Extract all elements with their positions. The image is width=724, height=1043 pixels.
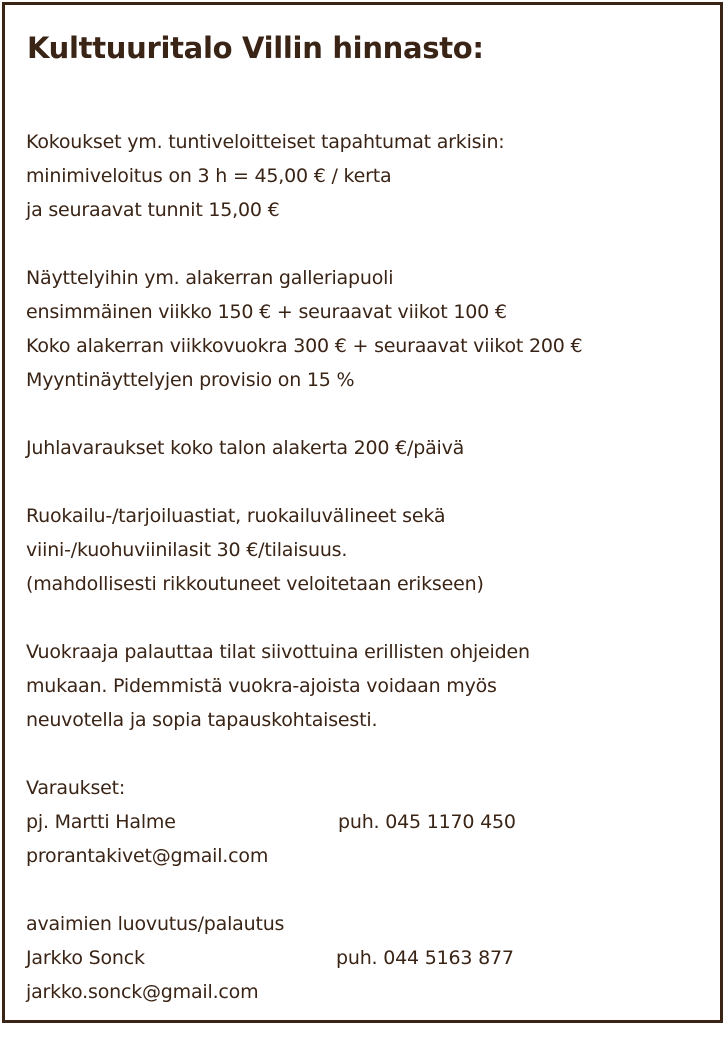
text-line: mukaan. Pidemmistä vuokra-ajoista voidaan myös (26, 675, 497, 697)
text-line: Myyntinäyttelyjen provisio on 15 % (26, 369, 355, 391)
text-line: ensimmäinen viikko 150 € + seuraavat viikot 100 € (26, 301, 507, 323)
text-line: Kokoukset ym. tuntiveloitteiset tapahtumat arkisin: (26, 131, 505, 153)
page-title: Kulttuuritalo Villin hinnasto: (27, 31, 484, 65)
reservations-contact-row (26, 805, 582, 839)
text-line: Koko alakerran viikkovuokra 300 € + seuraavat viikot 200 € (26, 335, 583, 357)
keys-email: jarkko.sonck@gmail.com (26, 981, 259, 1003)
text-line: ja seuraavat tunnit 15,00 € (26, 199, 280, 221)
section-tableware (26, 499, 582, 601)
reservations-heading: Varaukset: (26, 777, 126, 799)
text-line: Ruokailu-/tarjoiluastiat, ruokailuvälineet sekä (26, 505, 446, 527)
text-line: neuvotella ja sopia tapauskohtaisesti. (26, 709, 378, 731)
text-line: (mahdollisesti rikkoutuneet veloitetaan erikseen) (26, 573, 484, 595)
keys-contact-row (26, 941, 582, 975)
keys-contact-name: Jarkko Sonck (26, 947, 145, 969)
keys-contact-phone: puh. 044 5163 877 (336, 947, 514, 969)
section-exhibitions (26, 261, 582, 397)
section-celebrations (26, 431, 582, 465)
section-keys (26, 907, 582, 1009)
keys-heading: avaimien luovutus/palautus (26, 913, 285, 935)
text-line: Juhlavaraukset koko talon alakerta 200 €/päivä (26, 437, 465, 459)
section-reservations (26, 771, 582, 873)
section-cleaning (26, 635, 582, 737)
section-meetings (26, 125, 582, 227)
text-line: Vuokraaja palauttaa tilat siivottuina erillisten ohjeiden (26, 641, 530, 663)
text-line: minimiveloitus on 3 h = 45,00 € / kerta (26, 165, 392, 187)
price-list (26, 125, 582, 1043)
text-line: Näyttelyihin ym. alakerran galleriapuoli (26, 267, 394, 289)
text-line: viini-/kuohuviinilasit 30 €/tilaisuus. (26, 539, 348, 561)
reservations-email: prorantakivet@gmail.com (26, 845, 269, 867)
reservations-contact-name: pj. Martti Halme (26, 811, 176, 833)
reservations-contact-phone: puh. 045 1170 450 (338, 811, 516, 833)
